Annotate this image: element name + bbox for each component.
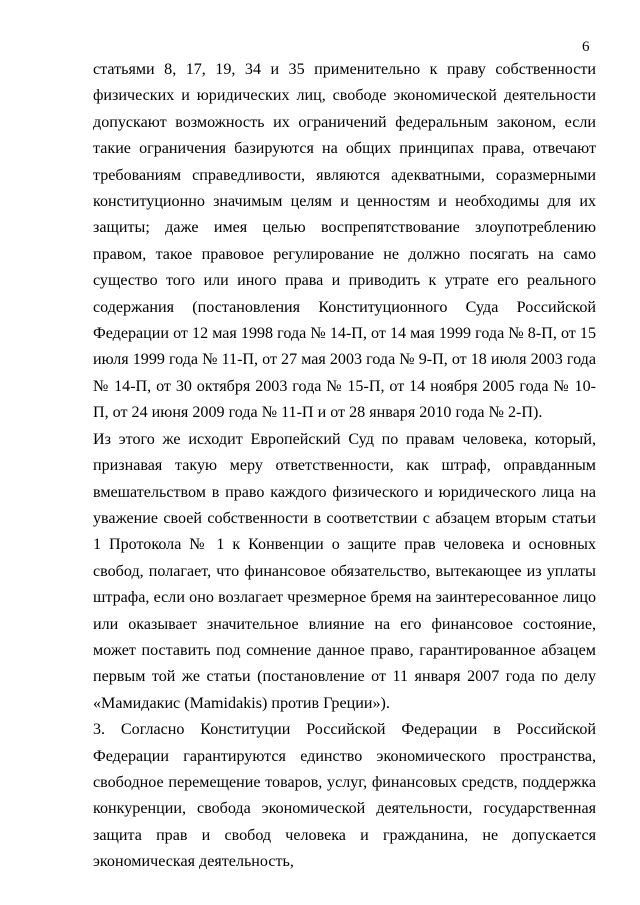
paragraph-3: 3. Согласно Конституции Российской Федерации в Российской Федерации гарантируются единство экономического пространства, свободное перемещение товаров, услуг, финансовых средств, поддержка конкуренции, свобода экономической деятельности, государственная защита прав и свобод человека и гражданина, не допускается экономическая деятельность, [93, 721, 596, 871]
document-body [93, 57, 596, 876]
page-number: 6 [582, 39, 590, 55]
paragraph-1: статьями 8, 17, 19, 34 и 35 применительно к праву собственности физических и юридических лиц, свободе экономической деятельности допускают возможность их ограничений федеральным законом, если такие ограничения базируются на общих принципах права, отвечают требованиям справедливости, являются адекватными, соразмерными конституционно значимым целям и ценностям и необходимы для их защиты; даже имея целью воспрепятствование злоупотреблению правом, такое правовое регулирование не должно посягать на само существо того или иного права и приводить к утрате его реального содержания (постановления Конституционного Суда Российской Федерации от 12 мая 1998 года № 14-П, от 14 мая 1999 года № 8-П, от 15 июля 1999 года № 11-П, от 27 мая 2003 года № 9-П, от 18 июля 2003 года № 14-П, от 30 октября 2003 года № 15-П, от 14 ноября 2005 года № 10-П, от 24 июня 2009 года № 11-П и от 28 января 2010 года № 2-П). [93, 61, 596, 422]
paragraph-2: Из этого же исходит Европейский Суд по правам человека, который, признавая такую меру ответственности, как штраф, оправданным вмешательством в право каждого физического и юридического лица на уважение своей собственности в соответствии с абзацем вторым статьи 1 Протокола № 1 к Конвенции о защите прав человека и основных свобод, полагает, что финансовое обязательство, вытекающее из уплаты штрафа, если оно возлагает чрезмерное бремя на заинтересованное лицо или оказывает значительное влияние на его финансовое состояние, может поставить под сомнение данное право, гарантированное абзацем первым той же статьи (постановление от 11 января 2007 года по делу «Мамидакис (Mamidakis) против Греции»). [93, 430, 596, 712]
